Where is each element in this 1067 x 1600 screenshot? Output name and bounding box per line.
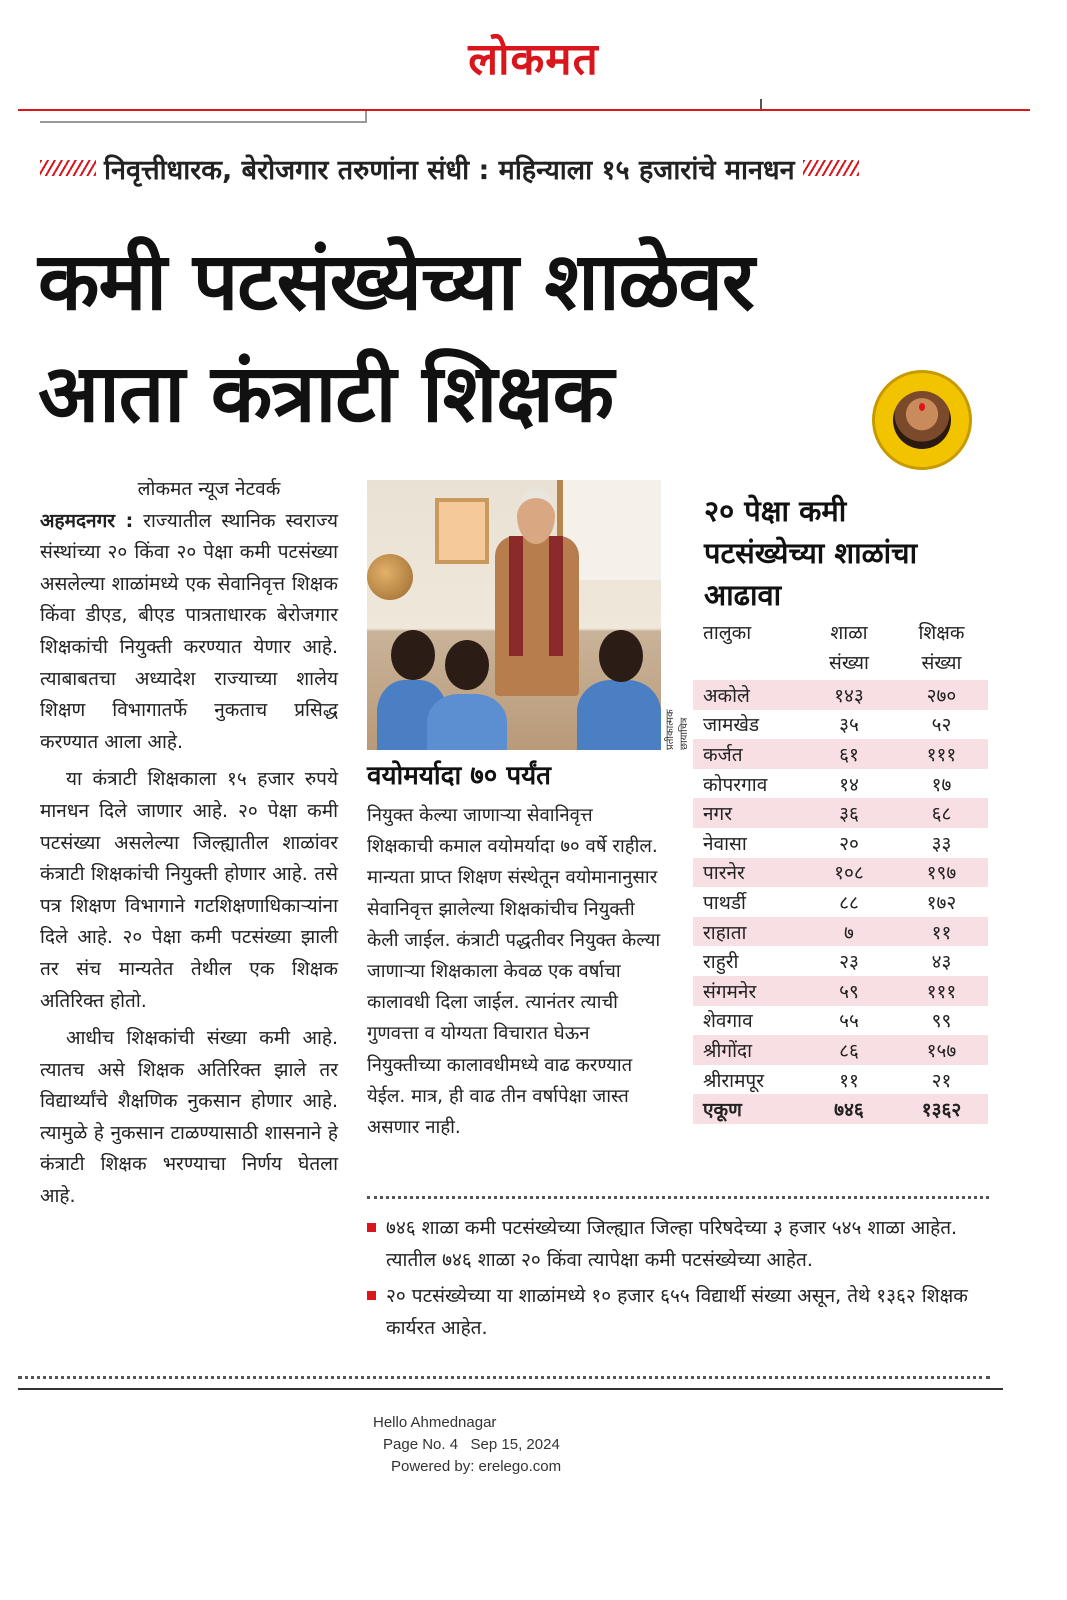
classroom-photo (367, 480, 661, 750)
table-row (693, 680, 988, 710)
cell-schools: २० (839, 832, 859, 855)
masthead (0, 34, 1067, 85)
cell-teachers: २७० (895, 680, 988, 710)
cell-teachers: १५७ (895, 1035, 988, 1065)
cell-schools: १४ (839, 773, 859, 796)
photo-credit: प्रतीकात्मक छायाचित्र (665, 709, 690, 750)
table-row (693, 976, 988, 1006)
table-row (693, 1006, 988, 1036)
cell-schools: ३५ (839, 714, 859, 737)
cell-teachers: ५२ (931, 714, 952, 737)
table-row (693, 1065, 988, 1095)
table-title: २० पेक्षा कमी पटसंख्येच्या शाळांचा आढावा (704, 494, 918, 612)
table-row (693, 828, 988, 858)
cell-schools: ५९ (803, 976, 895, 1006)
headline (38, 226, 998, 450)
headline-line-2: आता कंत्राटी शिक्षक (38, 347, 614, 440)
cell-taluka: संगमनेर (693, 976, 803, 1006)
cell-schools: २३ (839, 951, 859, 974)
kicker-hatch-left (40, 160, 96, 176)
cell-taluka: श्रीरामपूर (703, 1069, 764, 1092)
dotted-divider-bottom (18, 1376, 990, 1379)
total-schools: ७४६ (803, 1094, 895, 1124)
footer (360, 1412, 660, 1478)
cell-taluka: अकोले (693, 680, 803, 710)
cell-schools: ३६ (803, 798, 895, 828)
table-total-row (693, 1094, 988, 1124)
article-para-1: अहमदनगर : राज्यातील स्थानिक स्वराज्य संस्थांच्या २० किंवा २० पेक्षा कमी पटसंख्या असलेल्या शाळांमध्ये एक सेवानिवृत्त शिक्षक किंवा डीएड, बीएड पात्रताधारक बेरोजगार शिक्षकांची नियुक्ती करण्यात येणार आहे. त्याबाबतचा अध्यादेश राज्याच्या शालेय शिक्षण विभागातर्फे नुकताच प्रसिद्ध करण्यात आला आहे. (40, 509, 338, 753)
table-row (693, 946, 988, 976)
bullet-icon (367, 1291, 376, 1300)
table-header (693, 616, 988, 680)
cell-taluka: जामखेड (703, 714, 760, 737)
note-item: २० पटसंख्येच्या या शाळांमध्ये १० हजार ६५५ विद्यार्थी संख्या असून, तेथे १३६२ शिक्षक कार्यरत आहेत. (367, 1280, 977, 1344)
cell-teachers: ६८ (895, 798, 988, 828)
newspaper-logo: लोकमत (468, 34, 599, 85)
col-header-taluka: तालुका (703, 622, 752, 644)
cell-schools: ५५ (839, 1010, 859, 1033)
cell-taluka: नेवासा (703, 832, 747, 855)
cell-schools: ६१ (803, 739, 895, 769)
table-row (693, 769, 988, 799)
table-row (693, 887, 988, 917)
cell-schools: ८८ (839, 891, 859, 914)
cell-teachers: १११ (895, 739, 988, 769)
table-row (693, 917, 988, 947)
cell-taluka: नगर (693, 798, 803, 828)
byline: लोकमत न्यूज नेटवर्क (137, 478, 281, 500)
cell-teachers: १७२ (926, 891, 957, 914)
cell-teachers: ११ (895, 917, 988, 947)
cell-taluka: पाथर्डी (703, 891, 746, 914)
dateline: अहमदनगर : (40, 509, 134, 532)
cell-taluka: राहाता (693, 917, 803, 947)
age-limit-body: नियुक्त केल्या जाणाऱ्या सेवानिवृत्त शिक्षकाची कमाल वयोमर्यादा ७० वर्षे राहील. मान्यता प्राप्त शिक्षण संस्थेतून वयोमानानुसार सेवानिवृत्त झालेल्या शिक्षकांचीच नियुक्ती केली जाईल. कंत्राटी पद्धतीवर नियुक्त केल्या जाणाऱ्या शिक्षकाला केवळ एक वर्षाचा कालावधी दिला जाईल. त्यानंतर त्याची गुणवत्ता व योग्यता विचारात घेऊन नियुक्तीच्या कालावधीमध्ये वाढ करण्यात येईल. मात्र, ही वाढ तीन वर्षापेक्षा जास्त असणार नाही. (367, 805, 661, 1139)
cell-taluka: राहुरी (703, 951, 739, 974)
cell-teachers: १७ (931, 773, 952, 796)
footer-page-date: Page No. 4 Sep 15, 2024 (383, 1436, 560, 1453)
notes (367, 1212, 977, 1348)
col-header-schools: शाळा संख्या (829, 622, 869, 674)
footer-powered-by: Powered by: erelego.com (391, 1458, 562, 1475)
cell-taluka: कर्जत (693, 739, 803, 769)
table-row (693, 798, 988, 828)
age-limit-heading: वयोमर्यादा ७० पर्यंत (367, 761, 551, 791)
cell-teachers: ९९ (931, 1010, 952, 1033)
article-para-2: या कंत्राटी शिक्षकाला १५ हजार रुपये मानधन दिले जाणार आहे. २० पेक्षा कमी पटसंख्या असलेल्या जिल्ह्यातील शाळांवर कंत्राटी शिक्षकांची नियुक्ती होणार आहे. तसे पत्र शिक्षण विभागाने गटशिक्षणाधिकाऱ्यांना दिले आहे. २० पेक्षा कमी पटसंख्या झाली तर संच मान्यतेत तेथील एक शिक्षक अतिरिक्त होतो. (40, 768, 338, 1012)
cell-teachers: १९७ (895, 858, 988, 888)
table-row (693, 858, 988, 888)
cell-schools: ८६ (803, 1035, 895, 1065)
kicker-hatch-right (803, 160, 859, 176)
total-taluka: एकूण (693, 1094, 803, 1124)
total-teachers: १३६२ (895, 1094, 988, 1124)
table-row (693, 710, 988, 740)
article-para-3: आधीच शिक्षकांची संख्या कमी आहे. त्यातच असे शिक्षक अतिरिक्त झाले तर विद्यार्थ्यांचे शैक्षणिक नुकसान होणार आहे. त्यामुळे हे नुकसान टाळण्यासाठी शासनाने हे कंत्राटी शिक्षक भरण्याचा निर्णय घेतला आहे. (40, 1027, 338, 1208)
cell-teachers: २१ (931, 1069, 952, 1092)
dotted-divider-mid (367, 1196, 989, 1199)
footer-edition: Hello Ahmednagar (373, 1414, 497, 1431)
cell-schools: ११ (839, 1069, 859, 1092)
cell-schools: १०८ (803, 858, 895, 888)
col-header-teachers: शिक्षक संख्या (918, 622, 965, 674)
cell-taluka: पारनेर (693, 858, 803, 888)
table-row (693, 739, 988, 769)
table-row (693, 1035, 988, 1065)
cell-schools: ७ (803, 917, 895, 947)
headline-line-1: कमी पटसंख्येच्या शाळेवर (38, 235, 754, 328)
cell-teachers: १११ (895, 976, 988, 1006)
kicker (40, 148, 1010, 188)
avatar (893, 391, 951, 449)
taluka-stats-table (693, 616, 988, 1124)
cell-taluka: शेवगाव (703, 1010, 753, 1033)
bullet-icon (367, 1223, 376, 1232)
kicker-text: निवृत्तीधारक, बेरोजगार तरुणांना संधी : महिन्याला १५ हजारांचे मानधन (104, 154, 795, 186)
article-left-column (40, 474, 338, 1213)
cell-taluka: कोपरगाव (703, 773, 768, 796)
cell-teachers: ४३ (931, 951, 952, 974)
cell-taluka: श्रीगोंदा (693, 1035, 803, 1065)
profile-badge (872, 370, 972, 470)
bottom-rule (18, 1388, 1003, 1390)
clip-tick (760, 99, 762, 109)
clip-border (40, 111, 367, 123)
note-item: ७४६ शाळा कमी पटसंख्येच्या जिल्ह्यात जिल्हा परिषदेच्या ३ हजार ५४५ शाळा आहेत. त्यातील ७४६ शाळा २० किंवा त्यापेक्षा कमी पटसंख्येच्या आहेत. (367, 1212, 977, 1276)
cell-schools: १४३ (803, 680, 895, 710)
cell-teachers: ३३ (931, 832, 952, 855)
